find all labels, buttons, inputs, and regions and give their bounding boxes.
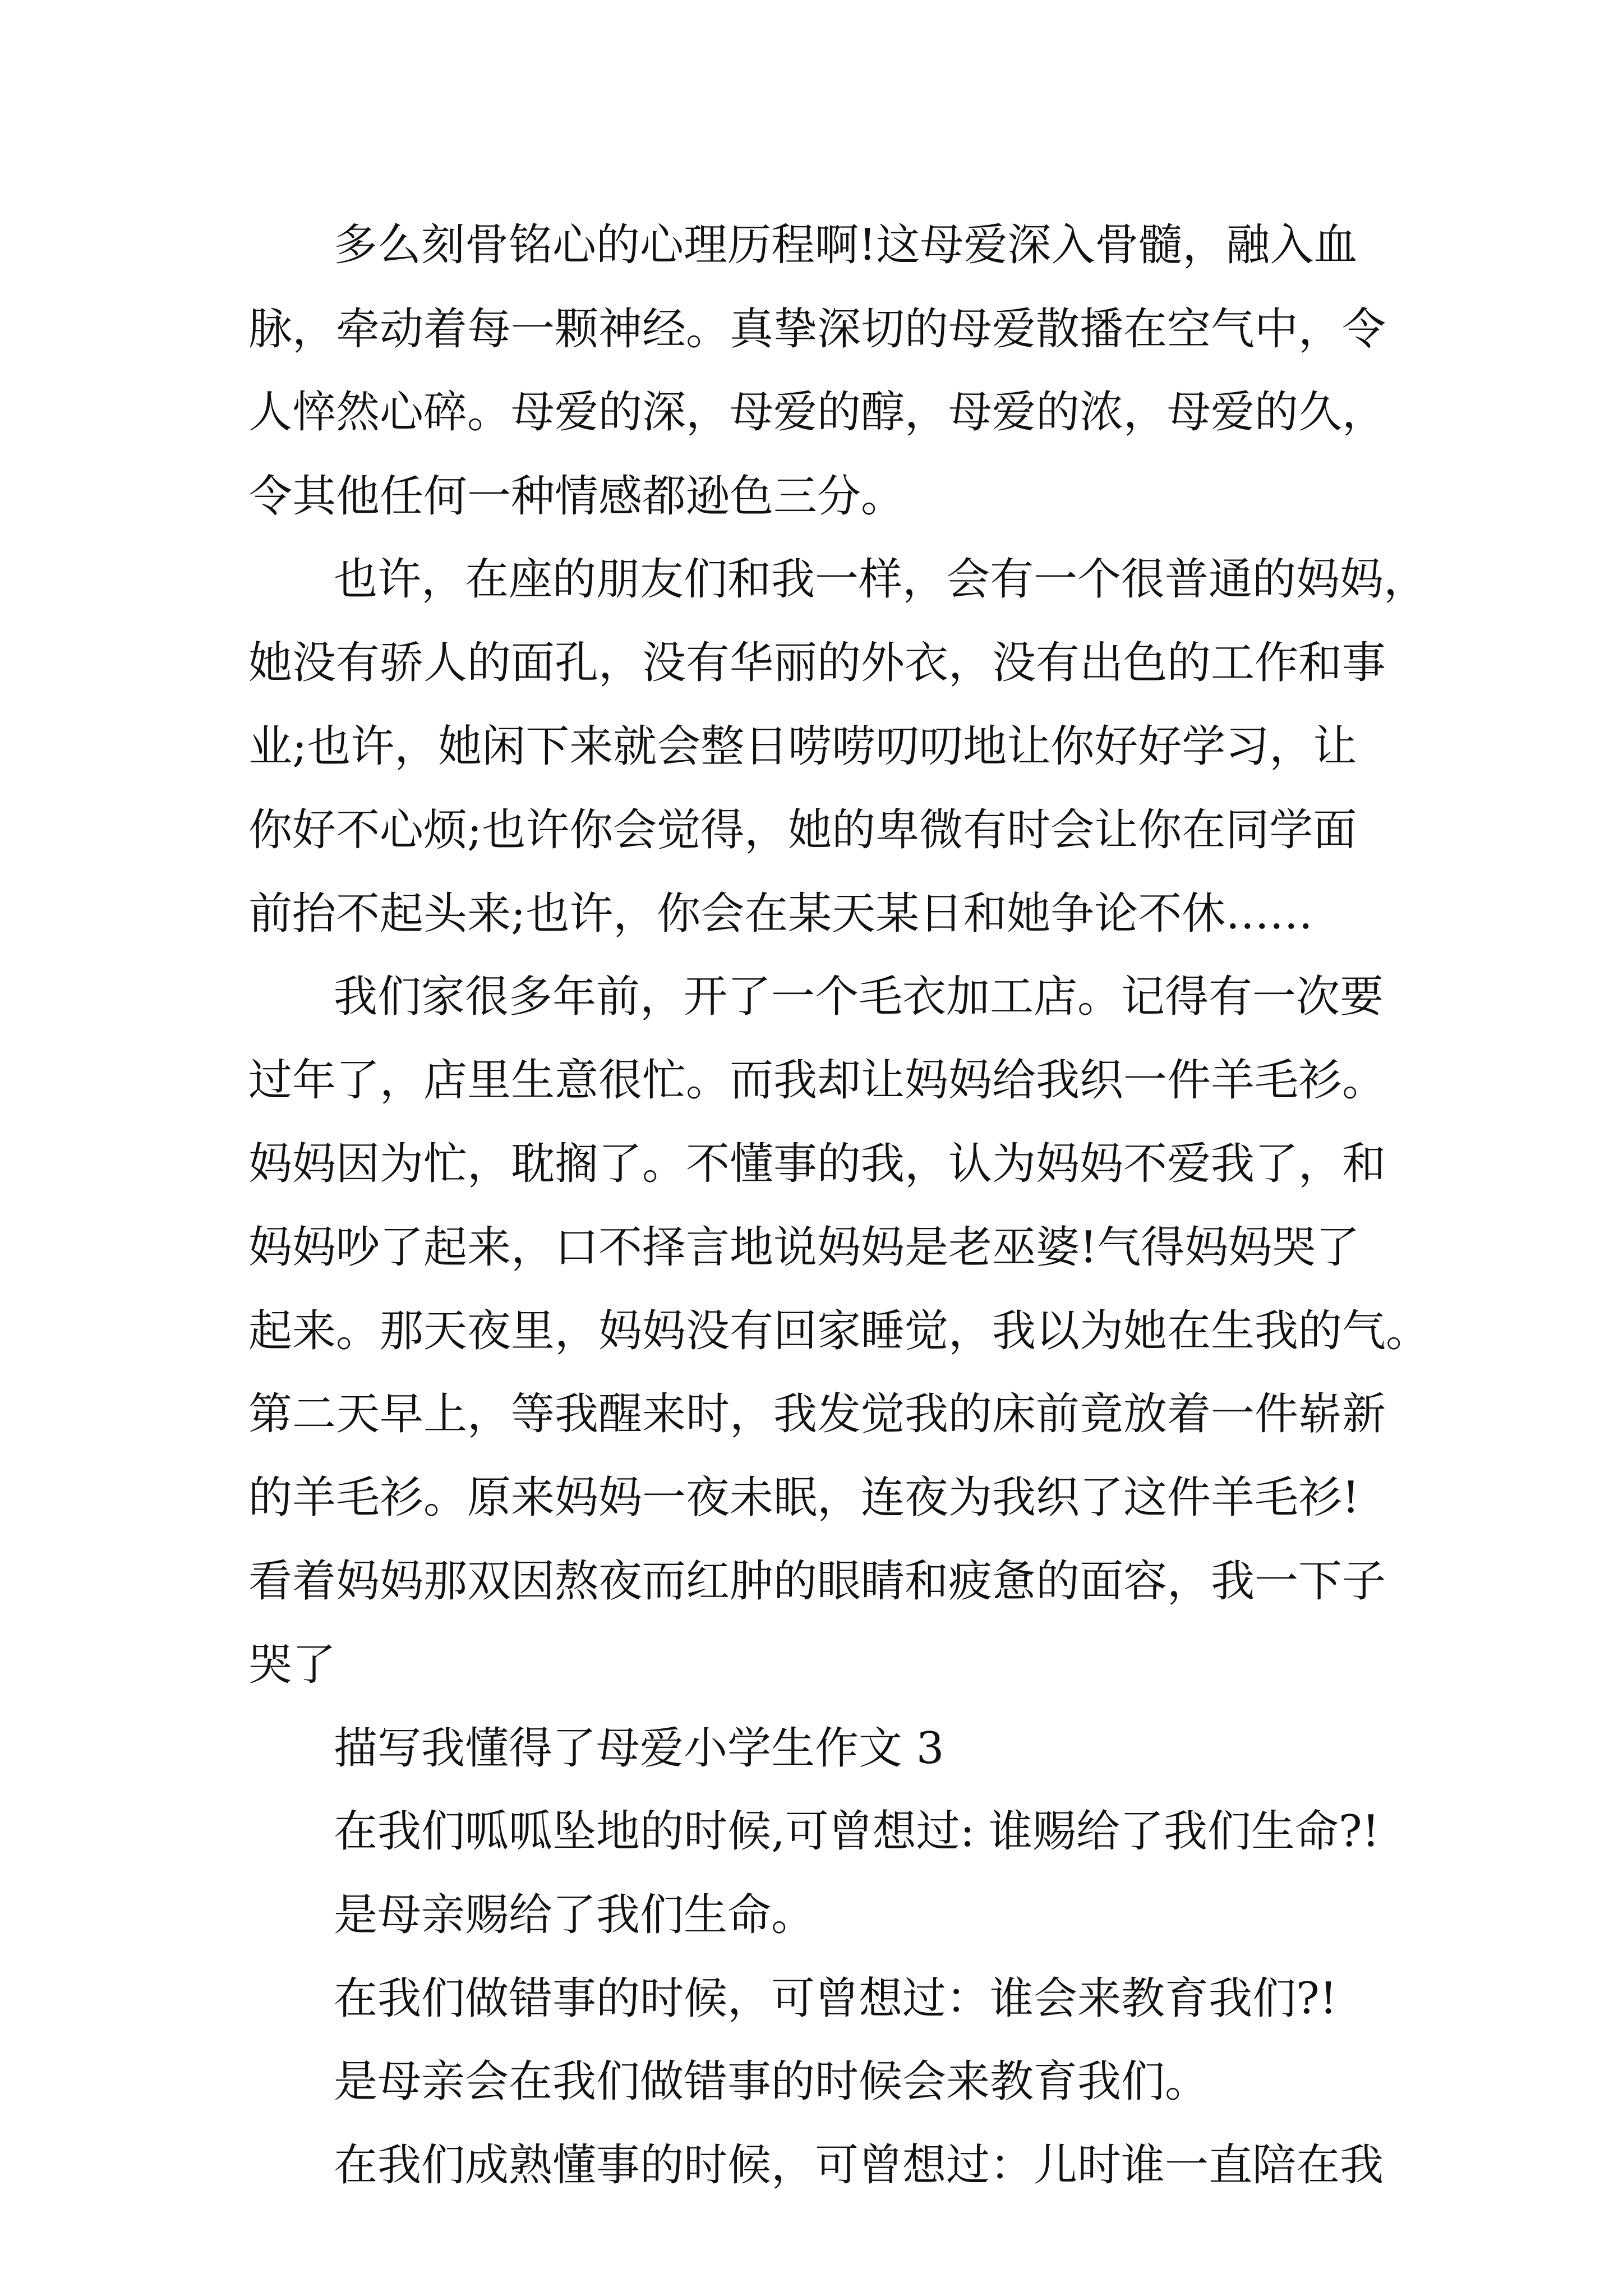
section-heading: 描写我懂得了母爱小学生作文 3 [334,1723,944,1774]
paragraph-line: 业;也许，她闲下来就会整日唠唠叨叨地让你好好学习，让 [248,721,1357,772]
paragraph-line: 第二天早上，等我醒来时，我发觉我的床前竟放着一件崭新 [248,1389,1386,1439]
paragraph-line: 你好不心烦;也许你会觉得，她的卑微有时会让你在同学面 [248,805,1357,855]
paragraph-line: 是母亲会在我们做错事的时候会来教育我们。 [334,2056,1209,2107]
paragraph-line: 的羊毛衫。原来妈妈一夜未眠，连夜为我织了这件羊毛衫! [248,1473,1360,1523]
paragraph-line: 妈妈吵了起来，口不择言地说妈妈是老巫婆!气得妈妈哭了 [248,1222,1360,1273]
paragraph-line: 她没有骄人的面孔，没有华丽的外衣，没有出色的工作和事 [248,638,1386,688]
paragraph-line: 令其他任何一种情感都逊色三分。 [248,471,905,522]
paragraph-line: 脉，牵动着每一颗神经。真挚深切的母爱散播在空气中，令 [248,304,1386,355]
paragraph-line: 也许，在座的朋友们和我一样，会有一个很普通的妈妈， [334,554,1428,605]
paragraph-line: 前抬不起头来;也许，你会在某天某日和她争论不休…… [248,889,1313,939]
paragraph-line: 哭了 [248,1640,336,1690]
paragraph-line: 在我们呱呱坠地的时候,可曾想过: 谁赐给了我们生命?! [334,1806,1380,1857]
paragraph-line: 在我们做错事的时候，可曾想过：谁会来教育我们?! [334,1973,1338,2024]
paragraph-line: 人悴然心碎。母爱的深，母爱的醇，母爱的浓，母爱的久， [248,387,1386,438]
paragraph-line: 过年了，店里生意很忙。而我却让妈妈给我织一件羊毛衫。 [248,1055,1386,1106]
paragraph-line: 在我们成熟懂事的时候，可曾想过：儿时谁一直陪在我 [334,2140,1384,2191]
paragraph-line: 看着妈妈那双因熬夜而红肿的眼睛和疲惫的面容，我一下子 [248,1556,1386,1607]
paragraph-line: 是母亲赐给了我们生命。 [334,1890,815,1940]
paragraph-line: 妈妈因为忙，耽搁了。不懂事的我，认为妈妈不爱我了，和 [248,1139,1386,1189]
paragraph-line: 起来。那天夜里，妈妈没有回家睡觉，我以为她在生我的气。 [248,1306,1430,1356]
paragraph-line: 我们家很多年前，开了一个毛衣加工店。记得有一次要 [334,972,1384,1022]
paragraph-line: 多么刻骨铭心的心理历程啊!这母爱深入骨髓，融入血 [334,220,1358,270]
